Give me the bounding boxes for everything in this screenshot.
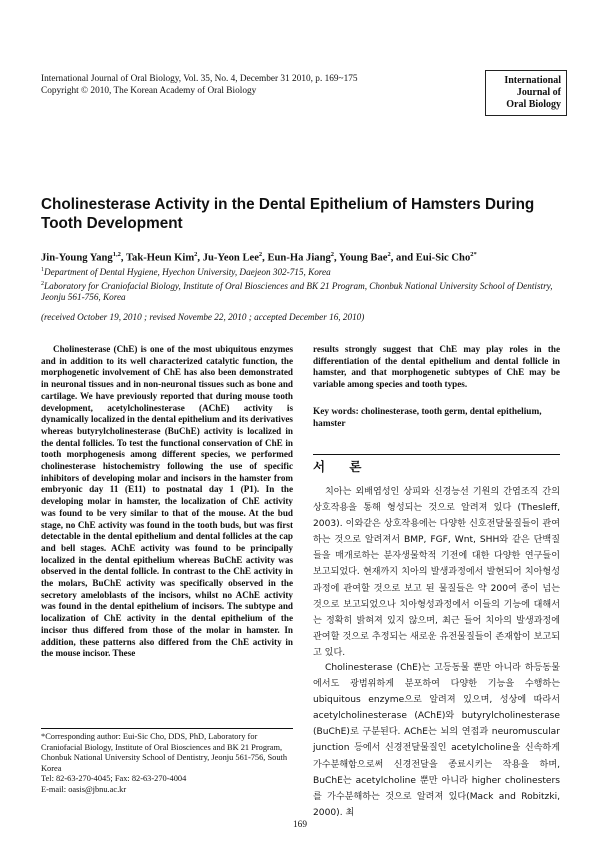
journal-citation-header [41, 74, 358, 97]
affiliation-item [41, 265, 561, 279]
journal-box-line: Journal of [516, 87, 561, 98]
abstract-right-column: results strongly suggest that ChE may play roles in the differentiation of the dental epithelium and dental follicle in hamster, and that morphogenetic subtypes of ChE may be variable among species and tooth types. [313, 344, 560, 390]
author-affiliation-mark: 2 [330, 251, 335, 258]
journal-name-box [485, 70, 567, 116]
abstract-left-column: Cholinesterase (ChE) is one of the most ubiquitous enzymes and in addition to its well characterized catalytic function, the morphogenetic involvement of ChE has also been demonstrated in neuronal tissues and in non-neuronal tissues such as bone and cartilage. We have previously reported that during mouse tooth development, acetylcholinesterase (AChE) activity is dynamically localized in the dental epithelium and its derivatives whereas butyrylcholinesterase (BuChE) activity is localized in the dental follicles. To test the functional conservation of ChE in tooth morphogenesis among different species, we performed cholinesterase histochemistry following the use of specific inhibitors of developing molar and incisors in the hamster from embryonic day 11 (E11) to postnatal day 1 (P1). In the developing molar in hamster, the localization of ChE activity was found to be very similar to that of the mouse. At the bud stage, no ChE activity was found in the tooth buds, but was first detectable in the dental epithelium and dental follicles at the cap and bell stages. AChE activity was found to be principally localized in the dental epithelium whereas BuChE activity was observed in the dental follicle. In contrast to the ChE activity in the molars, BuChE activity was specifically observed in the secretory ameloblasts of the incisors, whilst no AChE activity was found in the dental epithelium of incisors. The subtype and localization of ChE activity in the dental epithelium of the incisor thus differed from those of the molar in hamster. In addition, these patterns also differed from the ChE activity in the mouse incisor. These [41, 344, 293, 659]
affiliation-list [41, 265, 561, 304]
footnote-line: Tel: 82-63-270-4045; Fax: 82-63-270-4004 [41, 774, 187, 784]
affiliation-text: Department of Dental Hygiene, Hyechon University, Daejeon 302-715, Korea [44, 267, 331, 278]
author-name: Ju-Yeon Lee [202, 252, 259, 264]
author-affiliation-mark: 2 [387, 251, 391, 258]
corresponding-author-footnote [41, 728, 293, 796]
footnote-line: *Corresponding author: Eui-Sic Cho, DDS, PhD, Laboratory for Craniofacial Biology, Institute of Oral Biosciences and BK 21 Program, Chonbuk National University School of Dentistry, Jeonju 561-756, South Korea [41, 732, 288, 773]
author-affiliation-mark: 2 [258, 251, 263, 258]
affiliation-text: Laboratory for Craniofacial Biology, Institute of Oral Biosciences and BK 21 Program, Chonbuk National University School of Dentistry, Jeonju 561-756, Korea [41, 280, 553, 303]
keywords: Key words: cholinesterase, tooth germ, dental epithelium, hamster [313, 407, 542, 429]
received-dates: (received October 19, 2010 ; revised Novembe 22, 2010 ; accepted December 16, 2010) [41, 312, 365, 322]
section-heading-introduction: 서 론 [313, 454, 560, 475]
author-name: Tak-Heun Kim [125, 252, 195, 264]
affiliation-item [41, 279, 561, 304]
author-name: Young Bae [338, 252, 388, 264]
page-number: 169 [293, 820, 307, 830]
body-paragraph: 치아는 외배엽성인 상피와 신경능선 기원의 간엽조직 간의 상호작용을 통해 형성되는 것으로 알려져 있다 (Thesleff, 2003). 이와같은 상호작용에는 다양한 신호전달물질들이 관여하는 것으로 알려져서 BMP, FGF, Wnt, SHH와 같은 단백질들을 매개로하는 분자생물학적 기전에 대한 다양한 연구들이 보고되었다. 현재까지 치아의 발생과정에서 발현되어 치아형성과정에 관여할 것으로 보고 된 물질들은 약 200여 종이 넘는 것으로 보고되었으나 치아형성과정에서 이들의 기능에 대해서는 정확히 밝혀져 있지 않으며, 최근 들어 치아의 발생과정에 관여할 것으로 추정되는 새로운 유전물질들이 존재함이 보고되고 있다. [313, 487, 560, 658]
author-name: Eun-Ha Jiang [267, 252, 331, 264]
affiliation-mark: 2 [41, 280, 44, 287]
copyright-line: Copyright © 2010, The Korean Academy of Oral Biology [41, 85, 257, 96]
paper-title: Cholinesterase Activity in the Dental Epithelium of Hamsters During Tooth Development [41, 196, 535, 232]
journal-box-line: International [504, 75, 561, 86]
author-affiliation-mark: 2* [470, 251, 477, 258]
affiliation-mark: 1 [41, 267, 44, 273]
journal-box-line: Oral Biology [506, 99, 561, 110]
body-paragraph: Cholinesterase (ChE)는 고등동물 뿐만 아니라 하등동물에서도 광범위하게 분포하여 다양한 기능을 수행하는 ubiquitous enzyme으로 알려져 있으며, 성상에 따라서 acetylcholinesterase (AChE)와 butyrylcholinesterase (BuChE)로 구분된다. AChE는 뇌의 연접과 neuromuscular junction 등에서 신경전달물질인 acetylcholine을 신속하게 가수분해함으로써 신경전달을 종료시키는 작용을 하며, BuChE는 acetylcholine 뿐만 아니라 higher cholinesters를 가수분해하는 것으로 알려져 있다(Mack and Robitzki, 2000). 최 [313, 663, 560, 818]
author-list: Jin-Young Yang$^{1,2}$, Tak-Heun Kim$^2$, Ju-Yeon Lee$^2$, Eun-Ha Jiang$^2$, Young Bae$^2$, and Eui-Sic Cho$^{2*}$ [41, 251, 477, 264]
footnote-line: E-mail: oasis@jbnu.ac.kr [41, 784, 127, 794]
author-name: Eui-Sic Cho [415, 252, 471, 264]
author-affiliation-mark: 1,2 [112, 251, 121, 258]
citation-line: International Journal of Oral Biology, Vol. 35, No. 4, December 31 2010, p. 169~175 [41, 74, 358, 84]
author-name: Jin-Young Yang [41, 252, 113, 264]
author-affiliation-mark: 2 [194, 251, 198, 258]
